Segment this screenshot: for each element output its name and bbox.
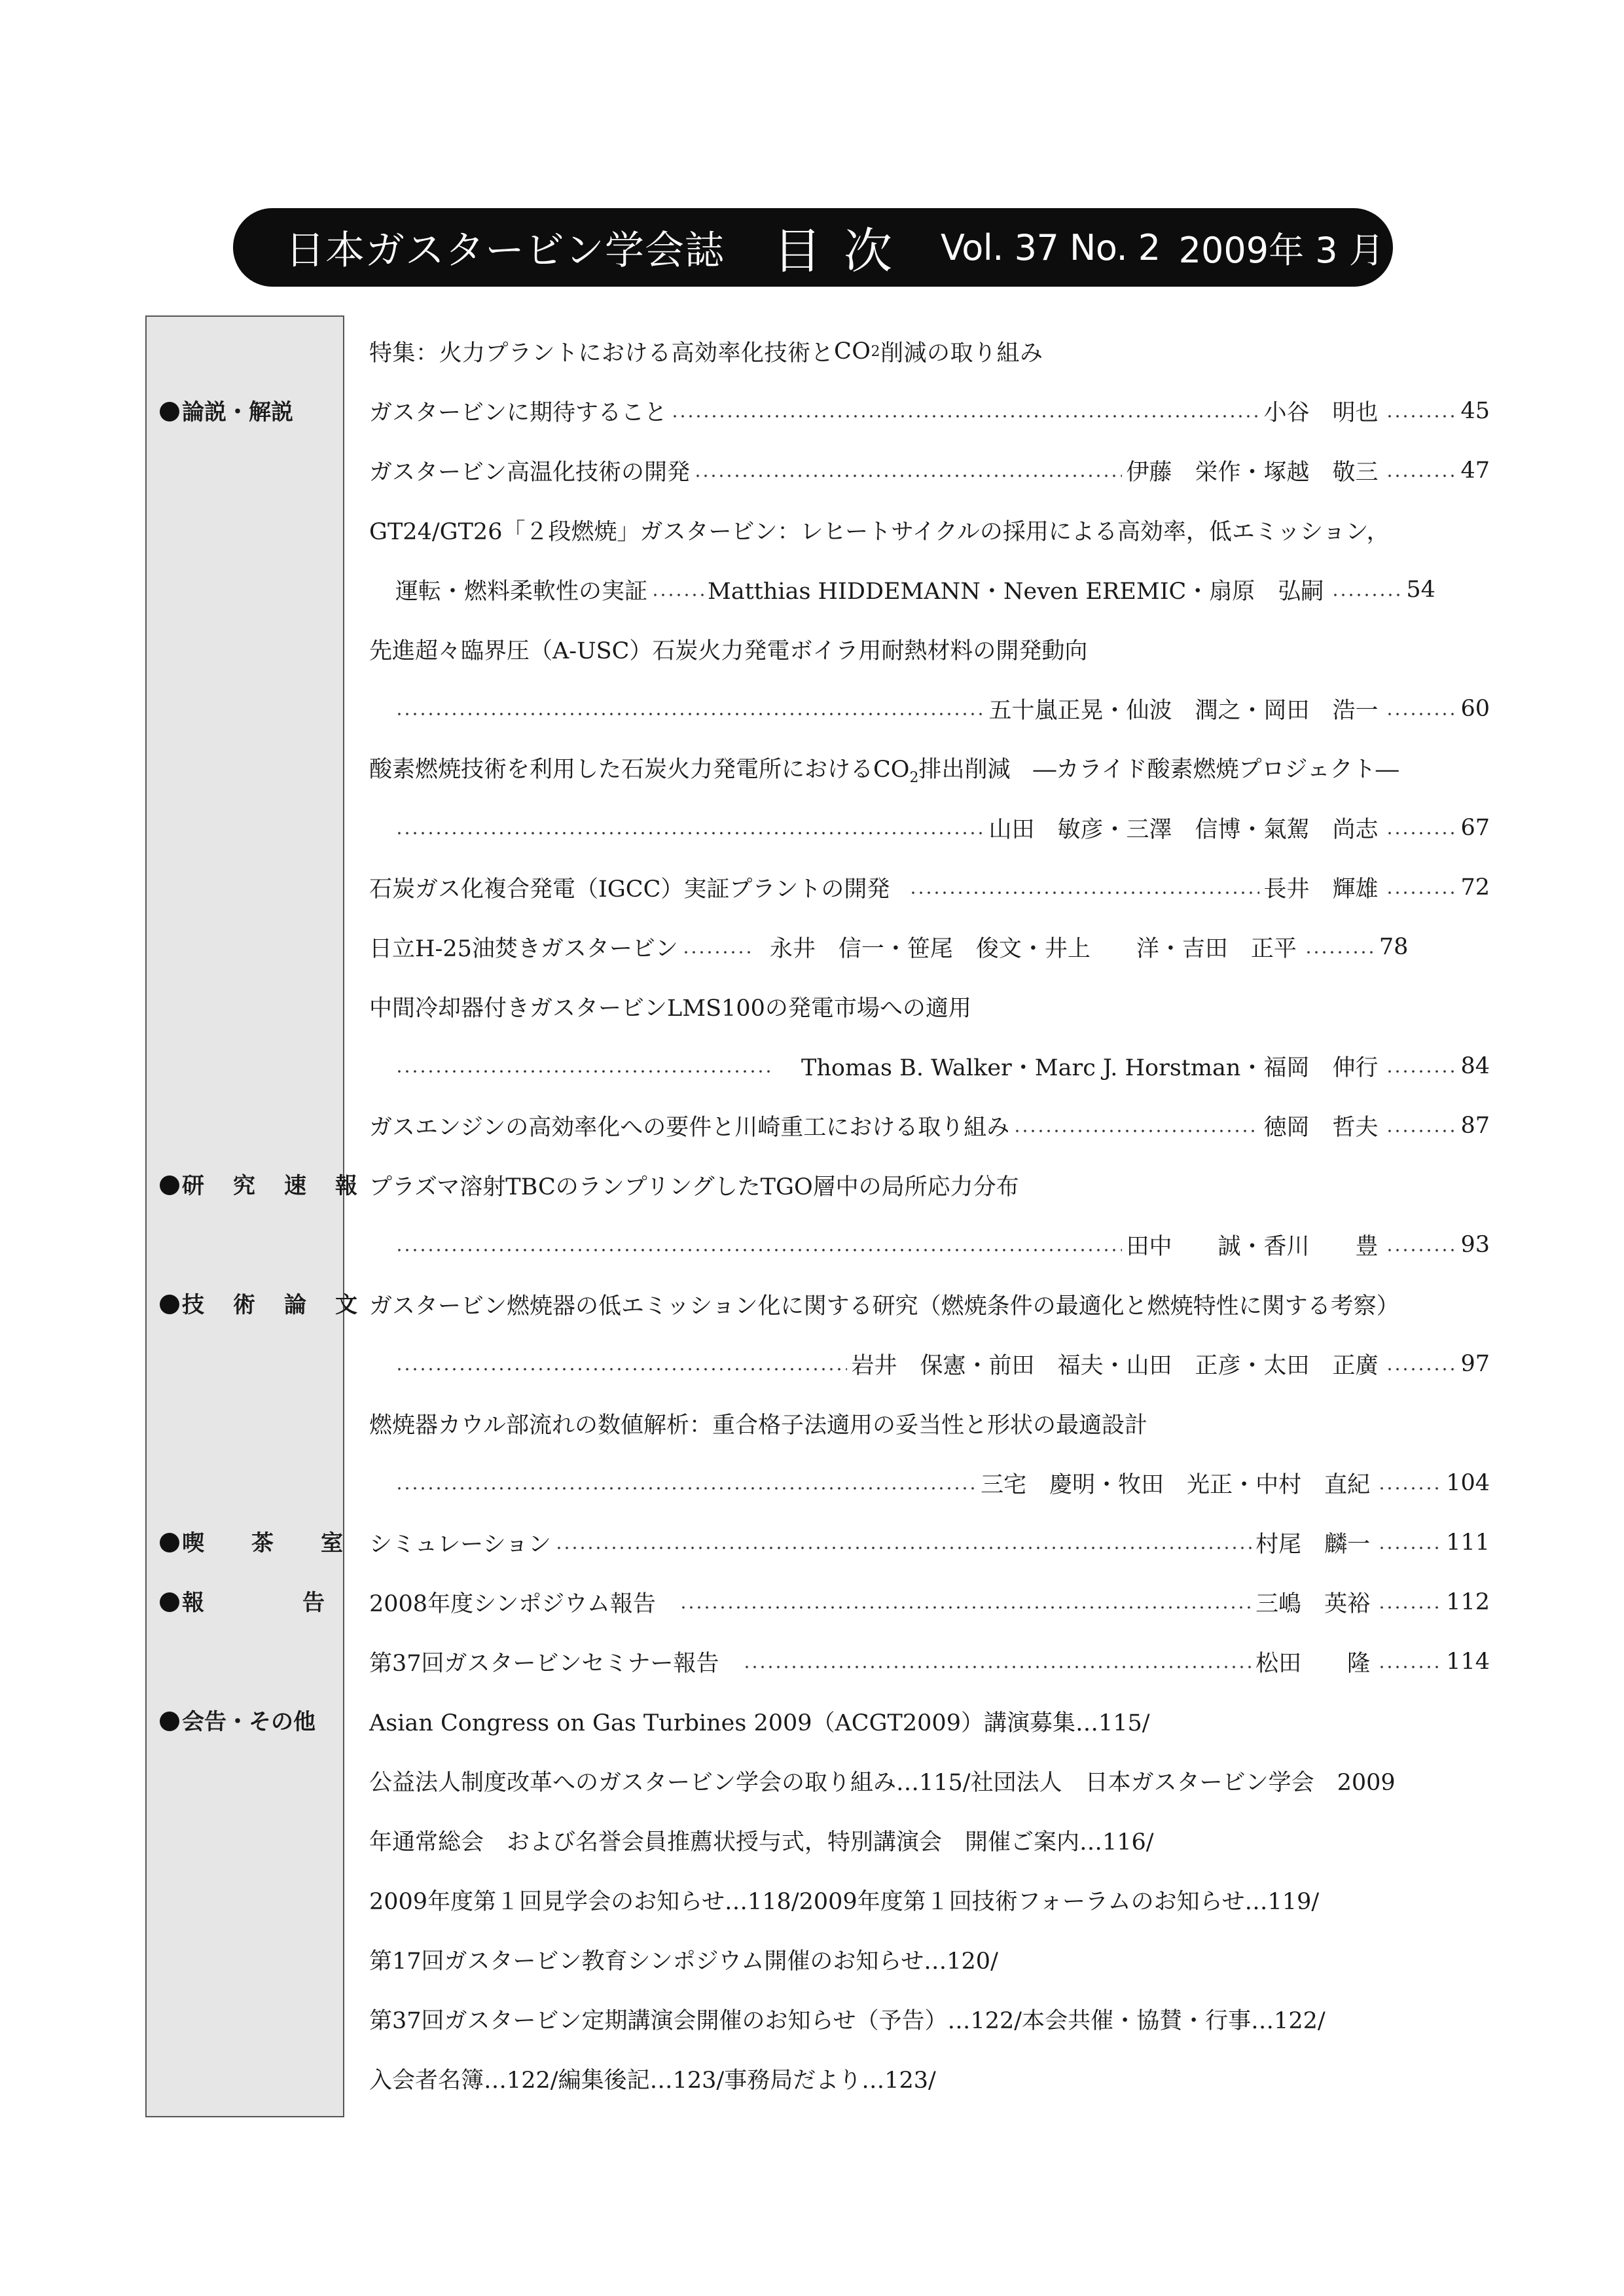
entry-page: 93 bbox=[1460, 1232, 1490, 1258]
leader-dots bbox=[1013, 1106, 1259, 1145]
entry-page: 112 bbox=[1446, 1589, 1490, 1615]
entry-title: ガスタービン燃焼器の低エミッション化に関する研究（燃焼条件の最適化と燃焼特性に関する考察） bbox=[369, 1293, 1399, 1319]
entry-page: 111 bbox=[1446, 1530, 1490, 1556]
entry-page: 47 bbox=[1460, 457, 1490, 484]
leader-dots bbox=[679, 1583, 1252, 1622]
entry-author: 岩井 保憲・前田 福夫・山田 正彦・太田 正廣 bbox=[851, 1353, 1379, 1379]
leader-dots bbox=[395, 1344, 847, 1384]
bullet-icon bbox=[160, 1592, 179, 1612]
entry-author: 小谷 明也 bbox=[1263, 400, 1379, 426]
category-ronsetsu: 論説・解説 bbox=[160, 399, 317, 425]
entry-title: 石炭ガス化複合発電（IGCC）実証プラントの開発 bbox=[369, 876, 890, 903]
leader-dots bbox=[395, 1463, 977, 1503]
bullet-icon bbox=[160, 402, 179, 422]
toc-entry[interactable] bbox=[395, 1225, 1490, 1265]
category-kenkyu-sokuho: 研究速報 bbox=[160, 1173, 317, 1199]
leader-dots bbox=[651, 570, 704, 609]
leader-dots bbox=[1386, 391, 1458, 431]
entry-page: 87 bbox=[1460, 1113, 1490, 1139]
leader-dots bbox=[1378, 1463, 1443, 1503]
entry-title: 先進超々臨界圧（A-USC）石炭火力発電ボイラ用耐熱材料の開発動向 bbox=[369, 638, 1088, 664]
entry-page: 45 bbox=[1460, 398, 1490, 424]
toc-entry[interactable] bbox=[395, 1047, 1490, 1086]
entry-author: 三嶋 英裕 bbox=[1255, 1591, 1371, 1617]
category-kokoku: 会告・その他 bbox=[160, 1709, 317, 1735]
category-kissashitsu: 喫茶室 bbox=[160, 1530, 317, 1556]
entry-title: 2008年度シンポジウム報告 bbox=[369, 1591, 656, 1617]
toc-entry[interactable] bbox=[369, 451, 1490, 490]
entry-title: 運転・燃料柔軟性の実証 bbox=[395, 579, 648, 605]
entry-page: 114 bbox=[1446, 1649, 1490, 1675]
toc-entry[interactable] bbox=[369, 868, 1490, 907]
toc-entry[interactable] bbox=[395, 1463, 1490, 1503]
notice-line[interactable]: 第37回ガスタービン定期講演会開催のお知らせ（予告）…122/本会共催・協賛・行事…122/ bbox=[369, 2008, 1326, 2034]
toc-banner bbox=[233, 208, 1393, 287]
bullet-icon bbox=[160, 1175, 179, 1195]
leader-dots bbox=[1378, 1523, 1443, 1562]
entry-title: 日立H-25油焚きガスタービン bbox=[369, 936, 678, 962]
category-hokoku: 報告 bbox=[160, 1590, 317, 1616]
toc-entry-title[interactable] bbox=[369, 511, 1490, 550]
entry-page: 84 bbox=[1460, 1053, 1490, 1079]
leader-dots bbox=[395, 808, 984, 848]
entry-author: 伊藤 栄作・塚越 敬三 bbox=[1126, 459, 1379, 486]
leader-dots bbox=[1386, 1106, 1458, 1145]
leader-dots bbox=[694, 451, 1122, 490]
entry-author: 田中 誠・香川 豊 bbox=[1126, 1234, 1379, 1260]
entry-author: Matthias HIDDEMANN・Neven EREMIC・扇原 弘嗣 bbox=[708, 579, 1324, 605]
toc-entry[interactable] bbox=[395, 570, 1490, 609]
toc-entry[interactable] bbox=[369, 391, 1490, 431]
leader-dots bbox=[1378, 1583, 1443, 1622]
entry-author: Thomas B. Walker・Marc J. Horstman・福岡 伸行 bbox=[801, 1055, 1379, 1081]
entry-title: 中間冷却器付きガスタービンLMS100の発電市場への適用 bbox=[369, 996, 971, 1022]
entry-author: 永井 信一・笹尾 俊文・井上 洋・吉田 正平 bbox=[769, 936, 1297, 962]
entry-page: 104 bbox=[1446, 1470, 1490, 1496]
entry-title: ガスタービンに期待すること bbox=[369, 400, 668, 426]
toc-entry-title[interactable] bbox=[369, 1166, 1490, 1205]
leader-dots bbox=[671, 391, 1259, 431]
entry-author: 徳岡 哲夫 bbox=[1263, 1115, 1379, 1141]
entry-page: 72 bbox=[1460, 874, 1490, 901]
entry-author: 松田 隆 bbox=[1255, 1651, 1371, 1677]
leader-dots bbox=[1386, 689, 1458, 728]
toc-entry-title[interactable] bbox=[369, 1404, 1490, 1443]
leader-dots bbox=[909, 868, 1259, 907]
issue-date: 2009年 3 月 bbox=[1178, 229, 1384, 271]
leader-dots bbox=[555, 1523, 1252, 1562]
entry-title: ガスタービン高温化技術の開発 bbox=[369, 459, 691, 486]
entry-author: 長井 輝雄 bbox=[1263, 876, 1379, 903]
entry-title: ガスエンジンの高効率化への要件と川崎重工における取り組み bbox=[369, 1115, 1010, 1141]
leader-dots bbox=[743, 1642, 1252, 1681]
toc-entry[interactable] bbox=[395, 689, 1490, 728]
leader-dots bbox=[395, 689, 984, 728]
leader-dots bbox=[1386, 1047, 1458, 1086]
entry-author: 五十嵐正晃・仙波 潤之・岡田 浩一 bbox=[988, 698, 1379, 724]
toc-entry[interactable] bbox=[395, 808, 1490, 848]
toc-entry[interactable] bbox=[369, 1583, 1490, 1622]
toc-entry[interactable] bbox=[369, 1523, 1490, 1562]
leader-dots bbox=[682, 927, 754, 967]
bullet-icon bbox=[160, 1295, 179, 1314]
notice-line[interactable]: Asian Congress on Gas Turbines 2009（ACGT2009）講演募集…115/ bbox=[369, 1710, 1150, 1736]
leader-dots bbox=[1386, 868, 1458, 907]
entry-title: 第37回ガスタービンセミナー報告 bbox=[369, 1651, 719, 1677]
notice-line[interactable]: 年通常総会 および名誉会員推薦状授与式，特別講演会 開催ご案内…116/ bbox=[369, 1829, 1154, 1856]
leader-dots bbox=[1386, 451, 1458, 490]
feature-heading: 特集：火力プラントにおける高効率化技術と CO 2 削減の取り組み bbox=[369, 338, 1043, 367]
toc-entry-title[interactable] bbox=[369, 749, 1490, 788]
leader-dots bbox=[1378, 1642, 1443, 1681]
leader-dots bbox=[395, 1047, 775, 1086]
toc-entry-title[interactable] bbox=[369, 630, 1490, 669]
leader-dots bbox=[1386, 1344, 1458, 1384]
category-sidebar bbox=[145, 315, 344, 2117]
toc-entry[interactable] bbox=[369, 927, 1490, 967]
entry-page: 67 bbox=[1460, 815, 1490, 841]
entry-page: 78 bbox=[1379, 934, 1409, 960]
bullet-icon bbox=[160, 1533, 179, 1552]
issue-number: Vol. 37 No. 2 bbox=[941, 226, 1161, 268]
notice-line[interactable]: 2009年度第１回見学会のお知らせ…118/2009年度第１回技術フォーラムのお知らせ…119/ bbox=[369, 1889, 1320, 1915]
category-gijutsu-ronbun: 技術論文 bbox=[160, 1292, 317, 1318]
entry-page: 60 bbox=[1460, 696, 1490, 722]
notice-line[interactable]: 公益法人制度改革へのガスタービン学会の取り組み…115/社団法人 日本ガスタービン学会 2009 bbox=[369, 1770, 1396, 1796]
entry-page: 54 bbox=[1406, 577, 1435, 603]
entry-author: 山田 敏彦・三澤 信博・氣駕 尚志 bbox=[988, 817, 1379, 843]
entry-title: プラズマ溶射TBCのランプリングしたTGO層中の局所応力分布 bbox=[369, 1174, 1019, 1200]
entry-title: シミュレーション bbox=[369, 1532, 551, 1558]
entry-page: 97 bbox=[1460, 1351, 1490, 1377]
entry-title: 燃焼器カウル部流れの数値解析：重合格子法適用の妥当性と形状の最適設計 bbox=[369, 1412, 1147, 1439]
toc-entry[interactable] bbox=[369, 1106, 1490, 1145]
leader-dots bbox=[1386, 808, 1458, 848]
toc-entry[interactable] bbox=[369, 1642, 1490, 1681]
toc-entry-title[interactable] bbox=[369, 987, 1490, 1026]
entry-title: GT24/GT26「２段燃焼」ガスタービン：レヒートサイクルの採用による高効率，低エミッション， bbox=[369, 519, 1390, 545]
bullet-icon bbox=[160, 1712, 179, 1731]
toc-label: 目次 bbox=[773, 223, 914, 279]
leader-dots bbox=[1331, 570, 1403, 609]
leader-dots bbox=[1305, 927, 1377, 967]
leader-dots bbox=[395, 1225, 1122, 1265]
entry-author: 村尾 麟一 bbox=[1255, 1532, 1371, 1558]
leader-dots bbox=[1386, 1225, 1458, 1265]
entry-author: 三宅 慶明・牧田 光正・中村 直紀 bbox=[981, 1472, 1371, 1498]
notice-line[interactable]: 入会者名簿…122/編集後記…123/事務局だより…123/ bbox=[369, 2068, 936, 2094]
notice-line[interactable]: 第17回ガスタービン教育シンポジウム開催のお知らせ…120/ bbox=[369, 1948, 998, 1975]
journal-title: 日本ガスタービン学会誌 bbox=[285, 228, 725, 274]
toc-entry-title[interactable] bbox=[369, 1285, 1490, 1324]
entry-title: 酸素燃焼技術を利用した石炭火力発電所における$CO_2$排出削減 ―カライド酸素燃焼プロジェクト― bbox=[369, 756, 1399, 786]
toc-entry[interactable] bbox=[395, 1344, 1490, 1384]
